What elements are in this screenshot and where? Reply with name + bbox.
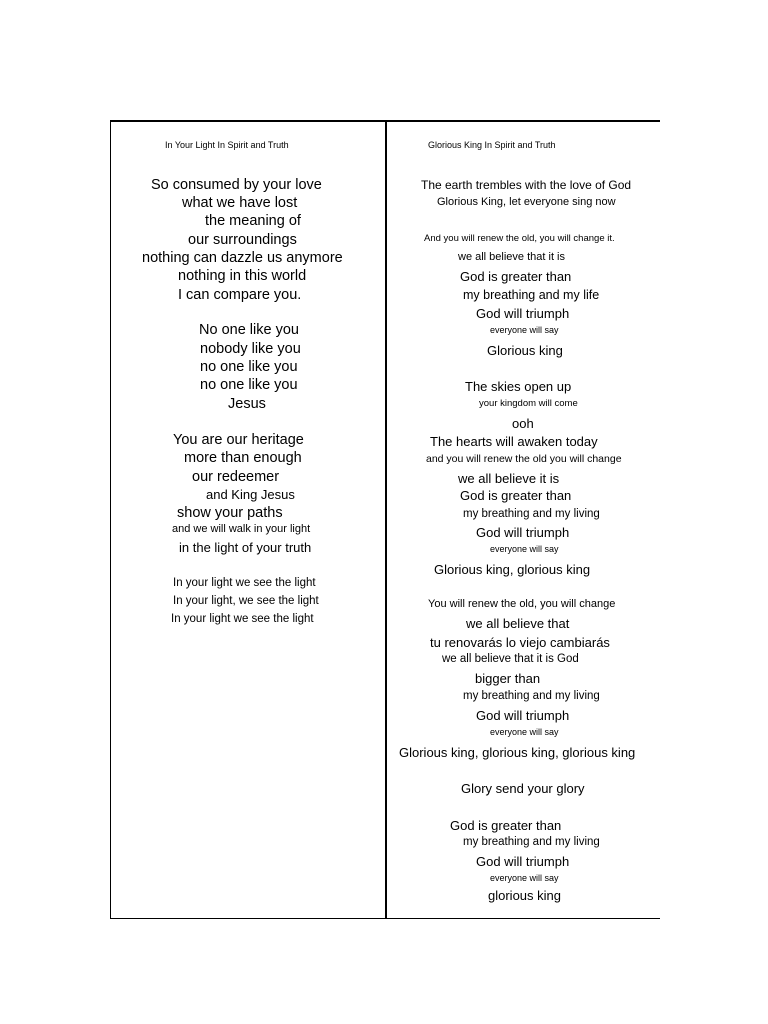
lyric-line: nothing can dazzle us anymore [142, 250, 343, 266]
lyric-line: we all believe that [466, 616, 570, 631]
lyric-line: Glory send your glory [461, 781, 585, 796]
lyric-line: Glorious king, glorious king, glorious king [399, 745, 636, 760]
lyric-line: we all believe it is [458, 471, 560, 486]
lyric-line: God will triumph [476, 854, 570, 869]
lyric-line: my breathing and my living [463, 836, 600, 848]
lyric-line: and you will renew the old you will change [426, 453, 622, 465]
lyric-line: no one like you [200, 377, 298, 393]
lyric-line: my breathing and my living [463, 690, 600, 702]
lyric-line: You are our heritage [173, 432, 304, 448]
lyric-line: No one like you [199, 322, 299, 338]
lyric-line: glorious king [488, 888, 561, 903]
lyric-line: God will triumph [476, 708, 570, 723]
lyric-line: In your light, we see the light [173, 595, 319, 607]
lyric-line: the meaning of [205, 213, 301, 229]
lyric-line: God will triumph [476, 525, 570, 540]
lyric-line: and we will walk in your light [172, 523, 311, 535]
lyric-line: everyone will say [490, 544, 559, 554]
lyric-line: ooh [512, 416, 534, 431]
lyric-line: The hearts will awaken today [430, 434, 598, 449]
lyric-line: nothing in this world [178, 268, 307, 284]
lyric-line: God is greater than [450, 818, 562, 833]
lyric-line: Glorious king [487, 343, 563, 358]
lyric-line: show your paths [177, 505, 283, 521]
lyric-line: bigger than [475, 671, 541, 686]
lyric-line: everyone will say [490, 325, 559, 335]
lyric-line: our redeemer [192, 469, 280, 485]
lyric-line: our surroundings [188, 232, 297, 248]
lyric-line: I can compare you. [178, 287, 302, 303]
lyric-line: your kingdom will come [479, 398, 578, 409]
lyric-line: we all believe that it is [458, 251, 565, 263]
lyric-line: my breathing and my living [463, 508, 600, 520]
lyric-line: more than enough [184, 450, 302, 466]
lyric-line: my breathing and my life [463, 288, 600, 302]
lyric-line: In your light we see the light [173, 577, 316, 589]
lyric-line: what we have lost [182, 195, 298, 211]
lyric-line: we all believe that it is God [442, 653, 579, 665]
lyric-line: nobody like you [200, 341, 301, 357]
lyric-line: God is greater than [460, 488, 572, 503]
lyric-line: You will renew the old, you will change [428, 598, 616, 610]
song-title-left: In Your Light In Spirit and Truth [165, 140, 289, 150]
lyric-line: And you will renew the old, you will change it. [424, 233, 615, 244]
left-column [111, 120, 385, 919]
right-column [387, 120, 660, 919]
lyric-line: everyone will say [490, 727, 559, 737]
lyric-line: Jesus [228, 396, 266, 412]
lyric-line: in the light of your truth [179, 540, 312, 555]
lyric-line: So consumed by your love [151, 177, 322, 193]
lyric-line: Glorious king, glorious king [434, 562, 591, 577]
lyric-line: In your light we see the light [171, 613, 314, 625]
lyric-line: tu renovarás lo viejo cambiarás [430, 635, 610, 650]
lyric-line: Glorious King, let everyone sing now [437, 196, 616, 208]
lyric-line: God is greater than [460, 269, 572, 284]
lyric-line: no one like you [200, 359, 298, 375]
song-title-right: Glorious King In Spirit and Truth [428, 140, 556, 150]
lyric-line: everyone will say [490, 873, 559, 883]
lyric-line: The earth trembles with the love of God [421, 178, 632, 192]
lyric-line: God will triumph [476, 306, 570, 321]
lyric-line: and King Jesus [206, 487, 295, 502]
lyric-line: The skies open up [465, 379, 572, 394]
